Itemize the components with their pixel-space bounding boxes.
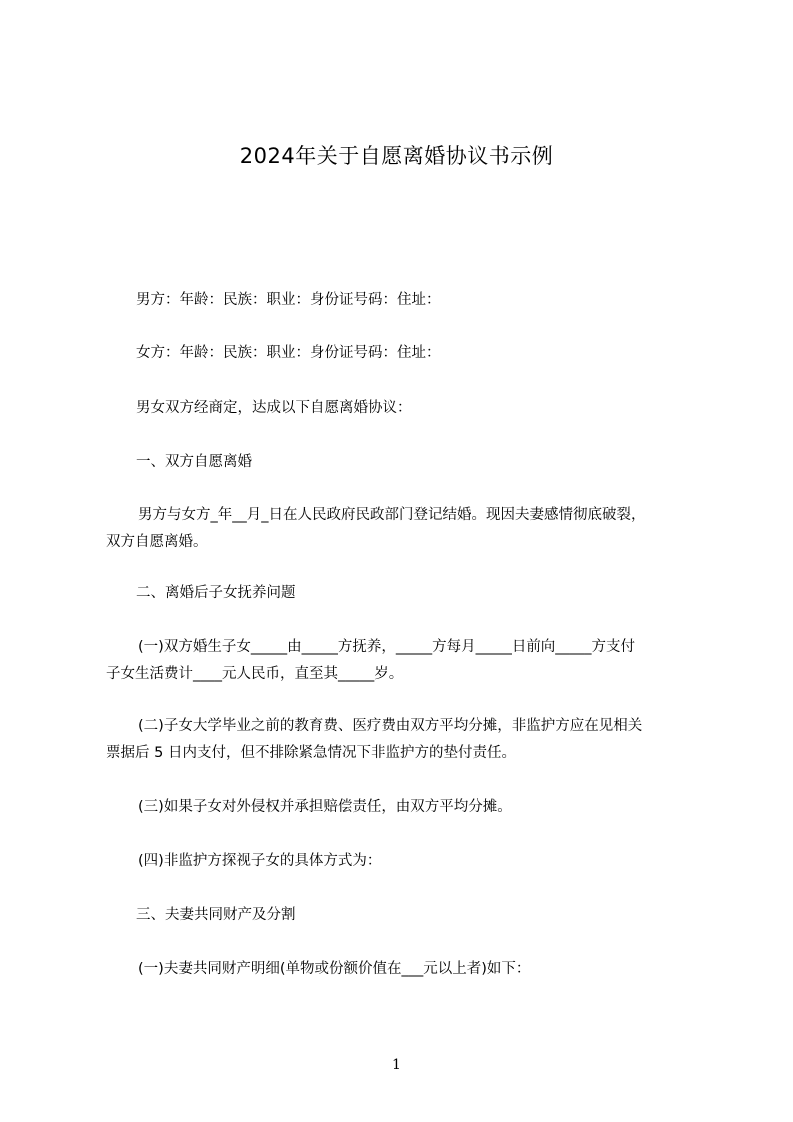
section2-item1-line1: (一)双方婚生子女_____由_____方抚养，_____方每月_____日前向_____方支付: [138, 639, 636, 655]
page-number: 1: [392, 1057, 401, 1073]
section3-item1: (一)夫妻共同财产明细(单物或份额价值在___元以上者)如下：: [138, 961, 531, 977]
section1-heading: 一、双方自愿离婚: [136, 454, 252, 470]
female-info-line: 女方：年龄：民族：职业：身份证号码：住址：: [136, 345, 441, 361]
document-title: 2024年关于自愿离婚协议书示例: [239, 144, 554, 168]
section2-item2-line2: 票据后 5 日内支付，但不排除紧急情况下非监护方的垫付责任。: [106, 745, 516, 761]
section1-body-line2: 双方自愿离婚。: [106, 534, 208, 550]
section1-body-line1: 男方与女方_年__月_日在人民政府民政部门登记结婚。现因夫妻感情彻底破裂，: [138, 507, 646, 523]
section2-item3: (三)如果子女对外侵权并承担赔偿责任，由双方平均分摊。: [138, 799, 512, 815]
section2-item2: [106, 713, 718, 767]
section3-heading: 三、夫妻共同财产及分割: [136, 907, 296, 923]
section2-item4: (四)非监护方探视子女的具体方式为：: [138, 853, 382, 869]
section1-body: [106, 502, 718, 556]
intro-paragraph: 男女双方经商定，达成以下自愿离婚协议：: [136, 400, 412, 416]
section2-heading: 二、离婚后子女抚养问题: [136, 585, 296, 601]
section2-item2-line1: (二)子女大学毕业之前的教育费、医疗费由双方平均分摊，非监护方应在见相关: [138, 718, 643, 734]
section2-item1: [106, 634, 718, 688]
section2-item1-line2: 子女生活费计____元人民币，直至其_____岁。: [106, 666, 404, 682]
male-info-line: 男方：年龄：民族：职业：身份证号码：住址：: [136, 292, 441, 308]
